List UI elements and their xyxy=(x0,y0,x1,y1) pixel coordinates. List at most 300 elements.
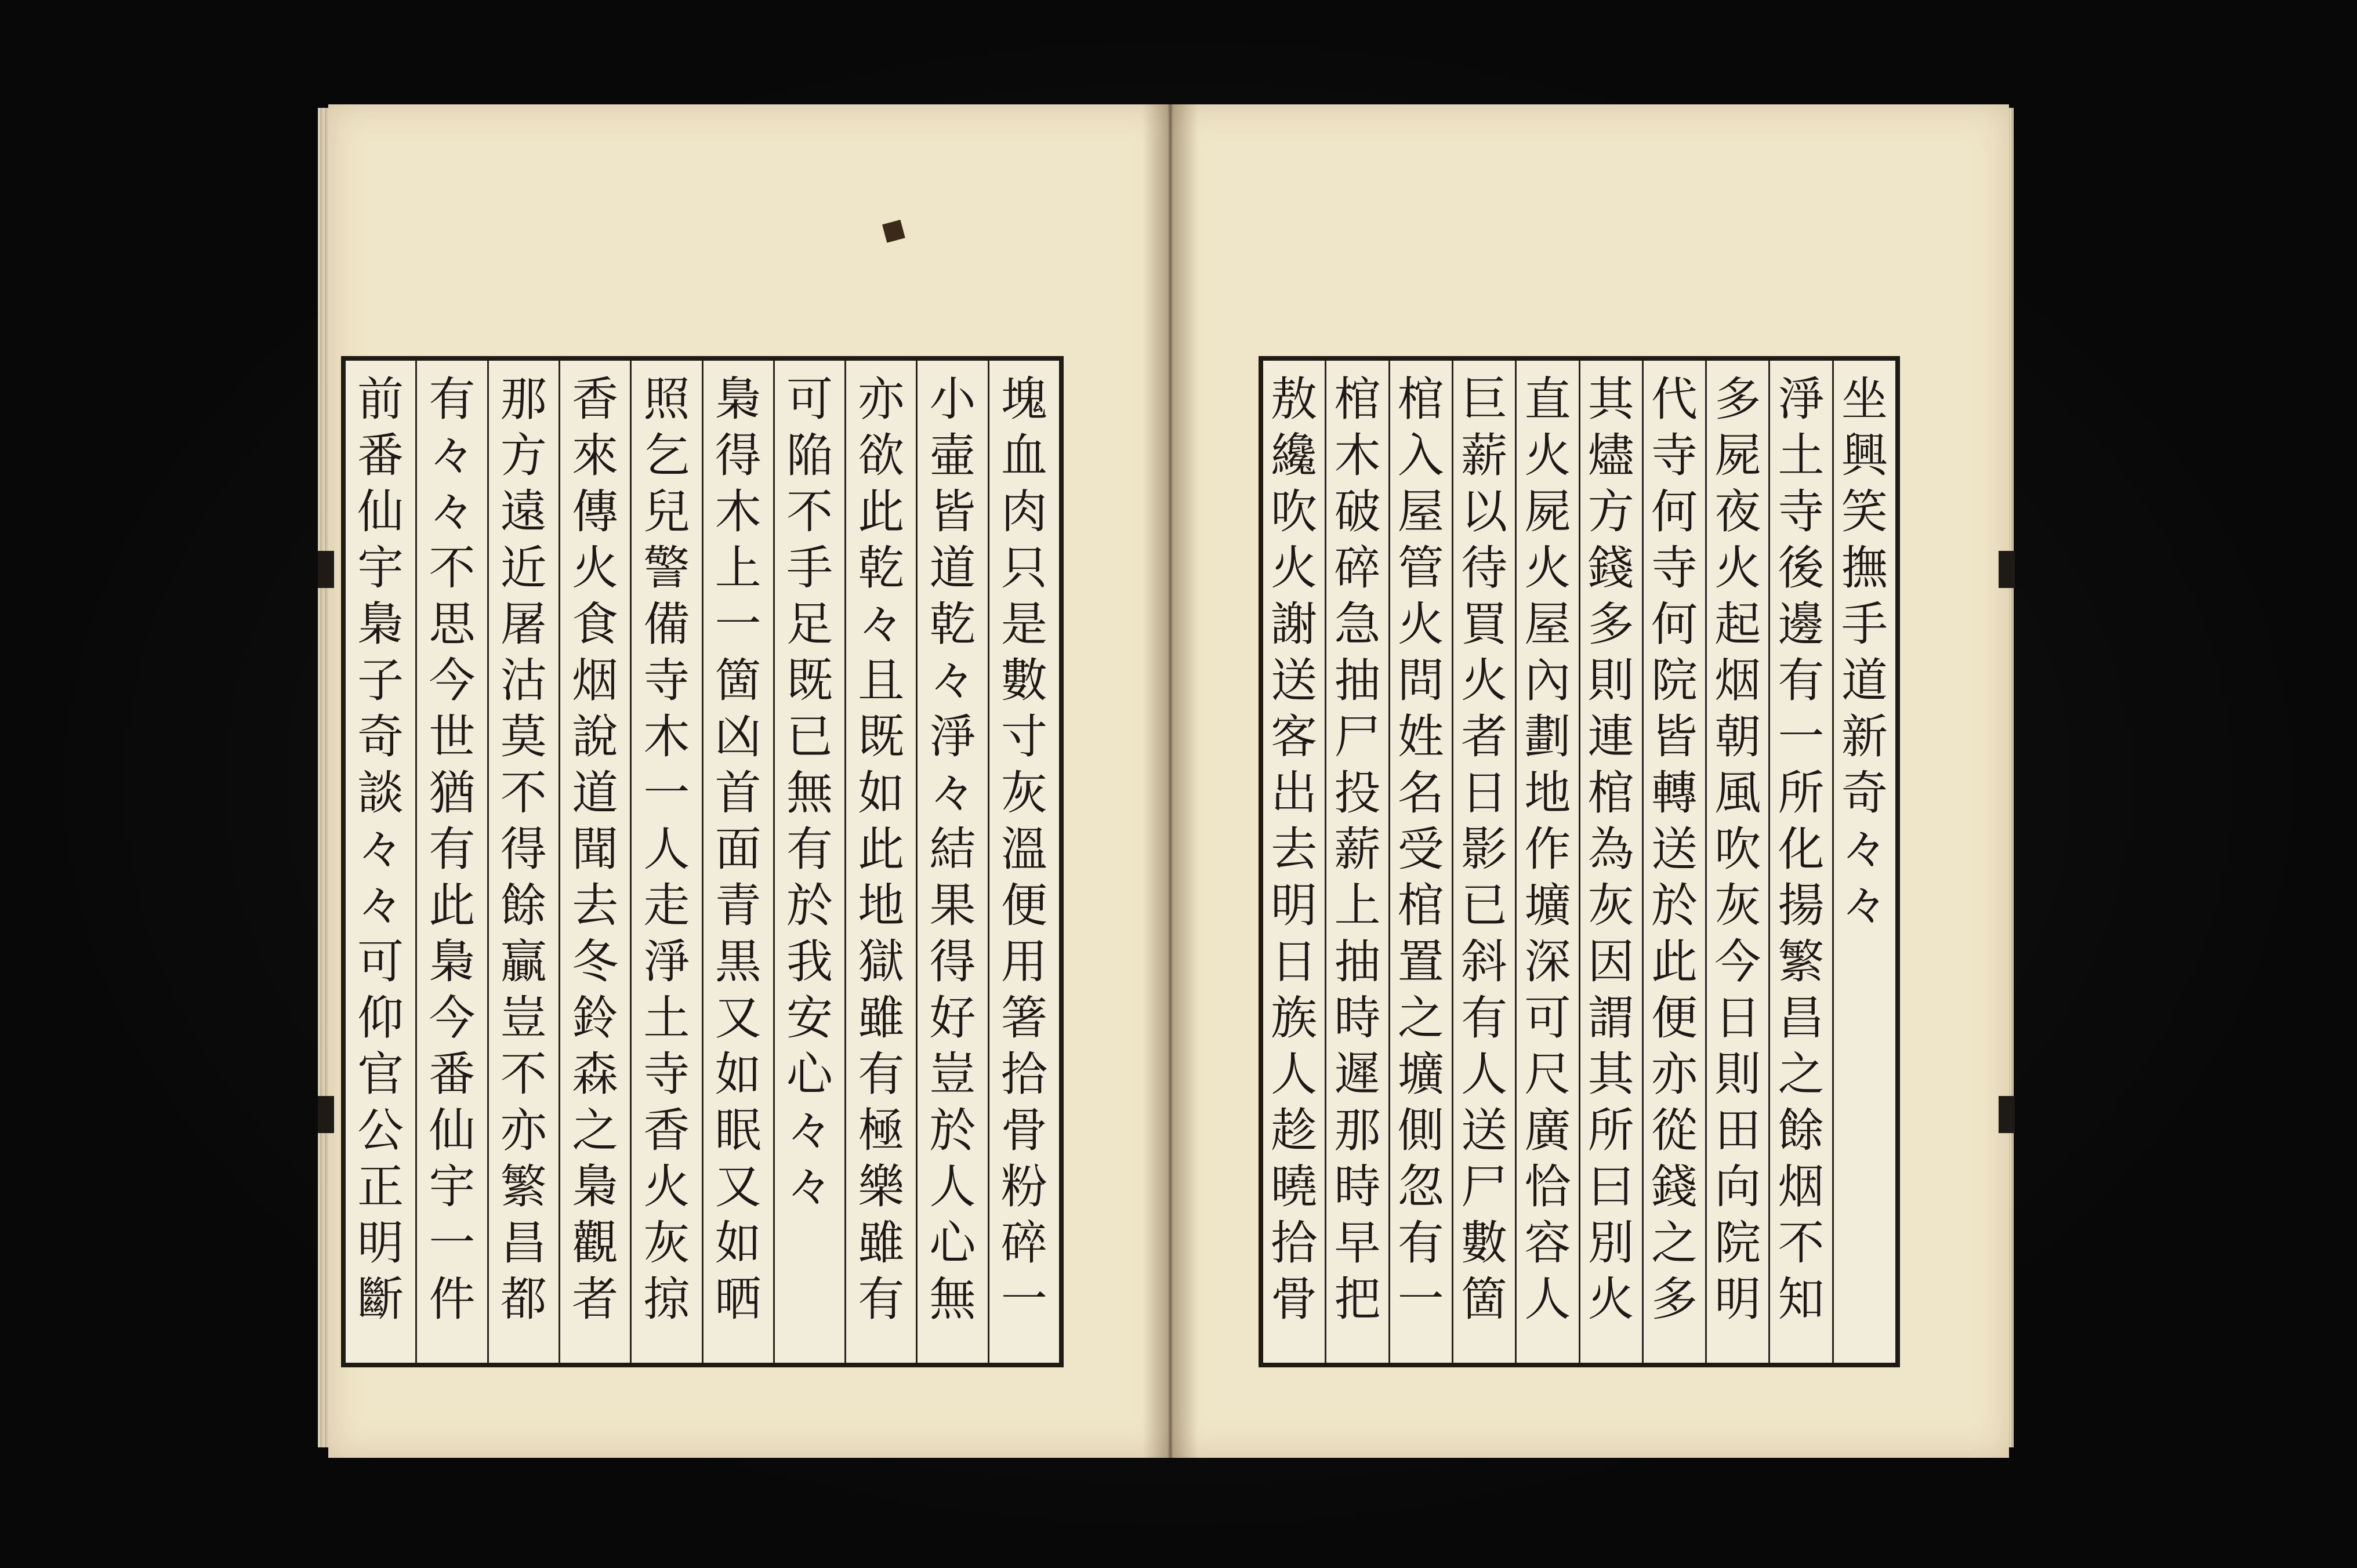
text-character: 果 xyxy=(929,879,976,932)
text-character: 寺 xyxy=(643,1047,690,1101)
text-character: 昌 xyxy=(1778,991,1825,1045)
text-character: 眠 xyxy=(715,1104,762,1157)
text-character: 棺 xyxy=(1397,372,1444,426)
text-character: 深 xyxy=(1524,935,1571,989)
left-text-frame xyxy=(341,356,1064,1367)
text-character: 薪 xyxy=(1334,822,1381,876)
text-character: 坐 xyxy=(1841,372,1888,426)
text-character: 如 xyxy=(715,1047,762,1101)
text-character: 待 xyxy=(1461,541,1508,595)
text-character: 錢 xyxy=(1587,541,1634,595)
text-character: 多 xyxy=(1587,597,1634,651)
text-character: 々 xyxy=(429,429,476,482)
text-character: 箇 xyxy=(715,654,762,707)
text-character: 忽 xyxy=(1397,1160,1444,1214)
text-character: 足 xyxy=(786,597,833,651)
text-character: 道 xyxy=(1841,654,1888,707)
text-character: 把 xyxy=(1334,1272,1381,1326)
text-character: 人 xyxy=(929,1160,976,1214)
text-character: 土 xyxy=(643,991,690,1045)
left-page-text-column xyxy=(988,361,1059,1363)
left-page-text-column xyxy=(702,361,773,1363)
text-character: 錢 xyxy=(1651,1160,1698,1214)
text-character: 碎 xyxy=(1334,541,1381,595)
text-character: 此 xyxy=(429,879,476,932)
text-character: 不 xyxy=(1778,1216,1825,1270)
text-character: 鈴 xyxy=(572,991,619,1045)
text-character: 容 xyxy=(1524,1216,1571,1270)
text-character: 仙 xyxy=(429,1104,476,1157)
text-character: 者 xyxy=(1461,710,1508,764)
text-character: 猶 xyxy=(429,766,476,820)
text-character: 樂 xyxy=(858,1160,905,1214)
text-character: 所 xyxy=(1587,1104,1634,1157)
text-character: 烟 xyxy=(1714,654,1761,707)
text-character: 無 xyxy=(929,1272,976,1326)
text-character: 灰 xyxy=(1714,879,1761,932)
text-character: 火 xyxy=(1461,654,1508,707)
text-character: 皆 xyxy=(1651,710,1698,764)
text-character: 繁 xyxy=(500,1160,547,1214)
text-character: 餘 xyxy=(1778,1104,1825,1157)
text-character: 廣 xyxy=(1524,1104,1571,1157)
text-character: 亦 xyxy=(1651,1047,1698,1101)
text-character: 代 xyxy=(1651,372,1698,426)
right-page-text-column xyxy=(1832,361,1895,1363)
text-character: 則 xyxy=(1714,1047,1761,1101)
text-character: 從 xyxy=(1651,1104,1698,1157)
right-page-text-column xyxy=(1768,361,1832,1363)
left-edge-tab-upper xyxy=(318,551,334,588)
text-character: 梟 xyxy=(429,935,476,989)
text-character: 屋 xyxy=(1524,597,1571,651)
text-character: 人 xyxy=(643,822,690,876)
text-character: 之 xyxy=(1397,991,1444,1045)
text-character: 趁 xyxy=(1271,1104,1318,1157)
text-character: 備 xyxy=(643,597,690,651)
text-character: 院 xyxy=(1714,1216,1761,1270)
text-character: 轉 xyxy=(1651,766,1698,820)
text-character: 小 xyxy=(929,372,976,426)
text-character: 其 xyxy=(1587,1047,1634,1101)
text-character: 雖 xyxy=(858,991,905,1045)
text-character: 世 xyxy=(429,710,476,764)
text-character: 無 xyxy=(786,766,833,820)
text-character: 雖 xyxy=(858,1216,905,1270)
text-character: 因 xyxy=(1587,935,1634,989)
text-character: 得 xyxy=(929,935,976,989)
text-character: 公 xyxy=(357,1104,404,1157)
text-character: 巨 xyxy=(1461,372,1508,426)
text-character: 皆 xyxy=(929,485,976,539)
text-character: 者 xyxy=(572,1272,619,1326)
text-character: 灰 xyxy=(1587,879,1634,932)
text-character: 火 xyxy=(1714,541,1761,595)
text-character: 好 xyxy=(929,991,976,1045)
text-character: 梟 xyxy=(572,1160,619,1214)
text-character: 如 xyxy=(858,766,905,820)
text-character: 寺 xyxy=(1778,485,1825,539)
text-character: 用 xyxy=(1000,935,1047,989)
text-character: 朝 xyxy=(1714,710,1761,764)
text-character: 揚 xyxy=(1778,879,1825,932)
text-character: 遲 xyxy=(1334,1047,1381,1101)
text-character: 之 xyxy=(1778,1047,1825,1101)
text-character: 院 xyxy=(1651,654,1698,707)
text-character: 棺 xyxy=(1334,372,1381,426)
text-character: 尸 xyxy=(1461,1160,1508,1214)
text-character: 日 xyxy=(1271,935,1318,989)
text-character: 知 xyxy=(1778,1272,1825,1326)
text-character: 數 xyxy=(1000,654,1047,707)
left-page-text-column xyxy=(559,361,630,1363)
text-character: 後 xyxy=(1778,541,1825,595)
text-character: 乾 xyxy=(929,597,976,651)
text-character: 地 xyxy=(1524,766,1571,820)
text-character: 骨 xyxy=(1000,1104,1047,1157)
text-character: 我 xyxy=(786,935,833,989)
stain-mark: ◆ xyxy=(873,205,917,253)
text-character: 尸 xyxy=(1334,710,1381,764)
left-page-text-column xyxy=(487,361,559,1363)
text-character: 已 xyxy=(786,710,833,764)
text-character: 抽 xyxy=(1334,654,1381,707)
left-page-text-column xyxy=(916,361,987,1363)
text-character: 客 xyxy=(1271,710,1318,764)
text-character: 々 xyxy=(858,597,905,651)
text-character: 々 xyxy=(786,1160,833,1214)
text-character: 思 xyxy=(429,597,476,651)
text-character: 烟 xyxy=(572,654,619,707)
text-character: 得 xyxy=(500,822,547,876)
text-character: 淨 xyxy=(643,935,690,989)
text-character: 餘 xyxy=(500,879,547,932)
text-character: 々 xyxy=(357,879,404,932)
text-character: 碎 xyxy=(1000,1216,1047,1270)
text-character: 火 xyxy=(1397,597,1444,651)
text-character: 以 xyxy=(1461,485,1508,539)
text-character: 灰 xyxy=(643,1216,690,1270)
text-character: 仰 xyxy=(357,991,404,1045)
text-character: 日 xyxy=(1714,991,1761,1045)
text-character: 敖 xyxy=(1271,372,1318,426)
text-character: 有 xyxy=(858,1047,905,1101)
text-character: 投 xyxy=(1334,766,1381,820)
text-character: 便 xyxy=(1000,879,1047,932)
text-character: 破 xyxy=(1334,485,1381,539)
text-character: 可 xyxy=(1524,991,1571,1045)
text-character: 香 xyxy=(643,1104,690,1157)
text-character: 々 xyxy=(1841,879,1888,932)
text-character: 件 xyxy=(429,1272,476,1326)
text-character: 梟 xyxy=(357,597,404,651)
right-edge-tab-upper xyxy=(1999,551,2015,588)
text-character: 首 xyxy=(715,766,762,820)
text-character: 連 xyxy=(1587,710,1634,764)
text-character: 側 xyxy=(1397,1104,1444,1157)
text-character: 抽 xyxy=(1334,935,1381,989)
text-character: 明 xyxy=(1271,879,1318,932)
text-character: 化 xyxy=(1778,822,1825,876)
text-character: 管 xyxy=(1397,541,1444,595)
text-character: 木 xyxy=(1334,429,1381,482)
text-character: 送 xyxy=(1461,1104,1508,1157)
text-character: 族 xyxy=(1271,991,1318,1045)
text-character: 亦 xyxy=(858,372,905,426)
text-character: 時 xyxy=(1334,991,1381,1045)
text-character: 乾 xyxy=(858,541,905,595)
text-character: 淨 xyxy=(1778,372,1825,426)
text-character: 火 xyxy=(1587,1272,1634,1326)
text-character: 宇 xyxy=(357,541,404,595)
text-character: 且 xyxy=(858,654,905,707)
text-character: 其 xyxy=(1587,372,1634,426)
text-character: 作 xyxy=(1524,822,1571,876)
text-character: 既 xyxy=(786,654,833,707)
text-character: 今 xyxy=(429,654,476,707)
text-character: 不 xyxy=(786,485,833,539)
text-character: 說 xyxy=(572,710,619,764)
text-character: 又 xyxy=(715,991,762,1045)
left-text-columns xyxy=(346,361,1059,1363)
text-character: 斷 xyxy=(357,1272,404,1326)
text-character: 有 xyxy=(858,1272,905,1326)
text-character: 結 xyxy=(929,822,976,876)
text-character: 田 xyxy=(1714,1104,1761,1157)
text-character: 烟 xyxy=(1778,1160,1825,1214)
left-page-text-column xyxy=(630,361,701,1363)
text-character: 興 xyxy=(1841,429,1888,482)
text-character: 此 xyxy=(858,822,905,876)
text-character: 吹 xyxy=(1714,822,1761,876)
text-character: 又 xyxy=(715,1160,762,1214)
text-character: 為 xyxy=(1587,822,1634,876)
text-character: 晒 xyxy=(715,1272,762,1326)
text-character: 骨 xyxy=(1271,1272,1318,1326)
text-character: 拾 xyxy=(1000,1047,1047,1101)
text-character: 兒 xyxy=(643,485,690,539)
text-character: 粉 xyxy=(1000,1160,1047,1214)
text-character: 走 xyxy=(643,879,690,932)
text-character: 觀 xyxy=(572,1216,619,1270)
text-character: 今 xyxy=(1714,935,1761,989)
text-character: 宇 xyxy=(429,1160,476,1214)
text-character: 々 xyxy=(429,485,476,539)
text-character: 明 xyxy=(357,1216,404,1270)
text-character: 塊 xyxy=(1000,372,1047,426)
right-page-text-column xyxy=(1579,361,1642,1363)
text-character: 安 xyxy=(786,991,833,1045)
gutter-shadow xyxy=(1143,104,1198,1458)
text-character: 何 xyxy=(1651,597,1698,651)
text-character: 傳 xyxy=(572,485,619,539)
text-character: 薪 xyxy=(1461,429,1508,482)
text-character: 寺 xyxy=(643,654,690,707)
text-character: 之 xyxy=(572,1104,619,1157)
text-character: 森 xyxy=(572,1047,619,1101)
text-character: 々 xyxy=(929,766,976,820)
text-character: 數 xyxy=(1461,1216,1508,1270)
text-character: 早 xyxy=(1334,1216,1381,1270)
text-character: 則 xyxy=(1587,654,1634,707)
text-character: 多 xyxy=(1651,1272,1698,1326)
text-character: 有 xyxy=(429,822,476,876)
left-page-text-column xyxy=(346,361,415,1363)
text-character: 劃 xyxy=(1524,710,1571,764)
text-character: 凶 xyxy=(715,710,762,764)
text-character: 有 xyxy=(429,372,476,426)
text-character: 一 xyxy=(1778,710,1825,764)
text-character: 黒 xyxy=(715,935,762,989)
text-character: 火 xyxy=(1524,541,1571,595)
text-character: 火 xyxy=(1524,429,1571,482)
text-character: 木 xyxy=(643,710,690,764)
text-character: 不 xyxy=(429,541,476,595)
text-character: 都 xyxy=(500,1272,547,1326)
text-character: 陥 xyxy=(786,429,833,482)
text-character: 屍 xyxy=(1524,485,1571,539)
text-character: 斜 xyxy=(1461,935,1508,989)
text-character: 壙 xyxy=(1524,879,1571,932)
text-character: 沽 xyxy=(500,654,547,707)
text-character: 有 xyxy=(1778,654,1825,707)
text-character: 上 xyxy=(1334,879,1381,932)
text-character: 是 xyxy=(1000,597,1047,651)
text-character: 影 xyxy=(1461,822,1508,876)
text-character: 木 xyxy=(715,485,762,539)
text-character: 已 xyxy=(1461,879,1508,932)
text-character: 冬 xyxy=(572,935,619,989)
text-character: 屠 xyxy=(500,597,547,651)
text-character: 番 xyxy=(429,1047,476,1101)
text-character: 不 xyxy=(500,766,547,820)
text-character: 明 xyxy=(1714,1272,1761,1326)
text-character: 心 xyxy=(929,1216,976,1270)
text-character: 仙 xyxy=(357,485,404,539)
text-character: 既 xyxy=(858,710,905,764)
text-character: 方 xyxy=(1587,485,1634,539)
text-character: 淨 xyxy=(929,710,976,764)
text-character: 壷 xyxy=(929,429,976,482)
text-character: 名 xyxy=(1397,766,1444,820)
text-character: 人 xyxy=(1271,1047,1318,1101)
text-character: 灰 xyxy=(1000,766,1047,820)
text-character: 時 xyxy=(1334,1160,1381,1214)
text-character: 得 xyxy=(715,429,762,482)
text-character: 一 xyxy=(429,1216,476,1270)
text-character: 一 xyxy=(1000,1272,1047,1326)
text-character: 棺 xyxy=(1587,766,1634,820)
text-character: 送 xyxy=(1271,654,1318,707)
text-character: 直 xyxy=(1524,372,1571,426)
text-character: 急 xyxy=(1334,597,1381,651)
text-character: 方 xyxy=(500,429,547,482)
text-character: 恰 xyxy=(1524,1160,1571,1214)
text-character: 贏 xyxy=(500,935,547,989)
right-page-text-column xyxy=(1515,361,1578,1363)
text-character: 寺 xyxy=(1651,541,1698,595)
text-character: 人 xyxy=(1524,1272,1571,1326)
text-character: 子 xyxy=(357,654,404,707)
text-character: 地 xyxy=(858,879,905,932)
text-character: 便 xyxy=(1651,991,1698,1045)
text-character: 乞 xyxy=(643,429,690,482)
text-character: 買 xyxy=(1461,597,1508,651)
right-page-text-column xyxy=(1705,361,1768,1363)
text-character: 正 xyxy=(357,1160,404,1214)
text-character: 多 xyxy=(1714,372,1761,426)
text-character: 今 xyxy=(429,991,476,1045)
text-character: 笑 xyxy=(1841,485,1888,539)
right-edge-tab-lower xyxy=(1999,1096,2015,1133)
text-character: 々 xyxy=(786,1104,833,1157)
text-character: 邊 xyxy=(1778,597,1825,651)
text-character: 別 xyxy=(1587,1216,1634,1270)
text-character: 一 xyxy=(715,597,762,651)
text-character: 箇 xyxy=(1461,1272,1508,1326)
text-character: 手 xyxy=(1841,597,1888,651)
text-character: 溫 xyxy=(1000,822,1047,876)
text-character: 此 xyxy=(1651,935,1698,989)
text-character: 何 xyxy=(1651,485,1698,539)
text-character: 可 xyxy=(357,935,404,989)
text-character: 不 xyxy=(500,1047,547,1101)
text-character: 夜 xyxy=(1714,485,1761,539)
text-character: 豈 xyxy=(929,1047,976,1101)
text-character: 箸 xyxy=(1000,991,1047,1045)
left-page-text-column xyxy=(773,361,844,1363)
text-character: 屋 xyxy=(1397,485,1444,539)
text-character: 番 xyxy=(357,429,404,482)
text-character: 前 xyxy=(357,372,404,426)
text-character: 青 xyxy=(715,879,762,932)
text-character: 纔 xyxy=(1271,429,1318,482)
text-character: 掠 xyxy=(643,1272,690,1326)
text-character: 梟 xyxy=(715,372,762,426)
text-character: 於 xyxy=(1651,879,1698,932)
text-character: 照 xyxy=(643,372,690,426)
text-character: 壙 xyxy=(1397,1047,1444,1101)
text-character: 風 xyxy=(1714,766,1761,820)
text-character: 近 xyxy=(500,541,547,595)
text-character: 此 xyxy=(858,485,905,539)
text-character: 血 xyxy=(1000,429,1047,482)
text-character: 送 xyxy=(1651,822,1698,876)
text-character: 向 xyxy=(1714,1160,1761,1214)
right-page-text-column xyxy=(1325,361,1388,1363)
right-text-columns xyxy=(1263,361,1895,1363)
text-character: 曉 xyxy=(1271,1160,1318,1214)
text-character: 欲 xyxy=(858,429,905,482)
text-character: 有 xyxy=(1461,991,1508,1045)
text-character: 々 xyxy=(929,654,976,707)
text-character: 那 xyxy=(1334,1104,1381,1157)
text-character: 聞 xyxy=(572,822,619,876)
text-character: 々 xyxy=(1841,822,1888,876)
text-character: 問 xyxy=(1397,654,1444,707)
text-character: 心 xyxy=(786,1047,833,1101)
text-character: 新 xyxy=(1841,710,1888,764)
text-character: 吹 xyxy=(1271,485,1318,539)
text-character: 莫 xyxy=(500,710,547,764)
text-character: 置 xyxy=(1397,935,1444,989)
text-character: 去 xyxy=(572,879,619,932)
text-character: 火 xyxy=(572,541,619,595)
right-page-text-column xyxy=(1263,361,1325,1363)
text-character: 亦 xyxy=(500,1104,547,1157)
text-character: 於 xyxy=(786,879,833,932)
text-character: 那 xyxy=(500,372,547,426)
